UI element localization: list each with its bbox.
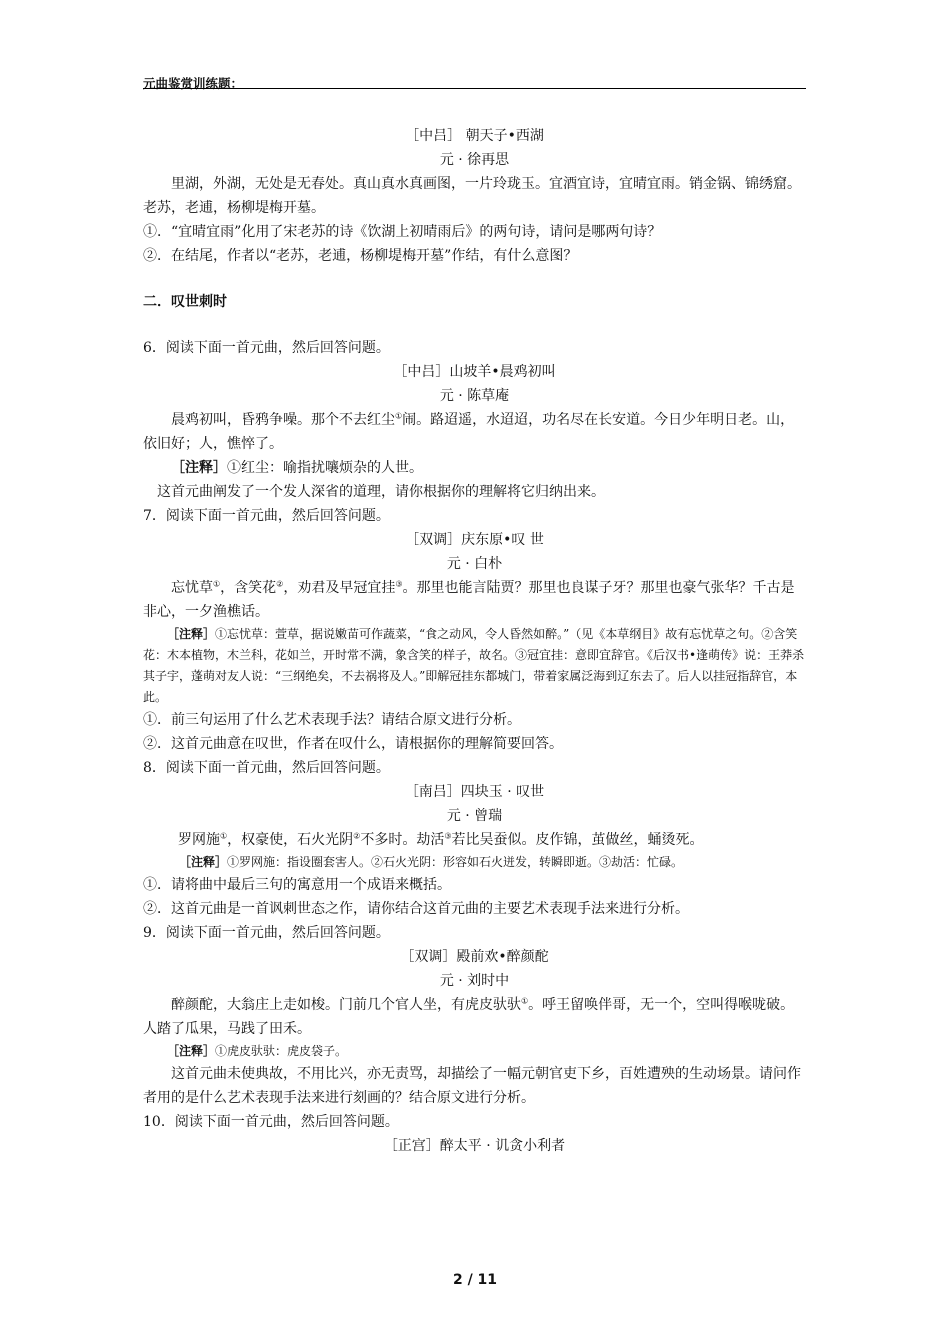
footnote-marker: ② — [276, 579, 284, 589]
footnote-marker: ① — [220, 831, 228, 841]
question-intro: 8．阅读下面一首元曲，然后回答问题。 — [143, 760, 390, 776]
annotation — [143, 852, 806, 873]
poem-text — [143, 576, 806, 624]
footnote-marker: ② — [353, 831, 361, 841]
question-intro: 7．阅读下面一首元曲，然后回答问题。 — [143, 508, 390, 524]
question-item: ②．这首元曲意在叹世，作者在叹什么，请根据你的理解简要回答。 — [143, 736, 563, 752]
question-item: 这首元曲阐发了一个发人深省的道理，请你根据你的理解将它归纳出来。 — [157, 484, 605, 500]
question-item: ①．前三句运用了什么艺术表现手法？请结合原文进行分析。 — [143, 712, 521, 728]
poem-text-part: 晨鸡初叫，昏鸦争噪。那个不去红尘 — [171, 412, 395, 428]
poem-title: ［正宫］醉太平 · 讥贪小利者 — [383, 1138, 566, 1154]
annotation-label: ［注释］ — [179, 855, 228, 869]
annotation-text: ①忘忧草：萱草，据说嫩苗可作蔬菜，“食之动风，令人昏然如醉。”（见《本草纲目》故有忘忧草之句。②含笑花：木本植物，木兰科，花如兰，开时常不满，象含笑的样子，故名。③冠宜挂：意即宜辞官。《后汉书•逢萌传》说：王莽杀其子宇，蓬萌对友人说：“三纲绝矣，不去祸将及人。”即解冠挂东都城门，带着家属泛海到辽东去了。后人以挂冠指辞官，本此。 — [143, 627, 805, 704]
poem-text-part: 忘忧草 — [171, 580, 213, 596]
poem-text-part: 若比吴蚕似。皮作锦，茧做丝，蛹烫死。 — [451, 832, 704, 848]
annotation — [143, 1041, 806, 1062]
question-item: 这首元曲未使典故，不用比兴，亦无责骂，却描绘了一幅元朝官吏下乡，百姓遭殃的生动场景。请问作者用的是什么艺术表现手法来进行刻画的？结合原文进行分析。 — [143, 1066, 801, 1106]
annotation-label: ［注释］ — [171, 460, 227, 476]
page-content — [143, 124, 806, 1158]
poem-text — [143, 993, 806, 1041]
question-item: ②．在结尾，作者以“老苏，老逋，杨柳堤梅开墓”作结，有什么意图？ — [143, 248, 578, 264]
poem-author: 元 · 白朴 — [446, 556, 503, 572]
page-header-title: 元曲鉴赏训练题： — [143, 76, 244, 91]
annotation-text: ①虎皮驮驮：虎皮袋子。 — [215, 1044, 348, 1058]
annotation-text: ①红尘：喻指扰嚷烦杂的人世。 — [227, 460, 423, 476]
annotation — [143, 624, 806, 708]
section-heading: 二．叹世刺时 — [143, 294, 227, 310]
footnote-marker: ③ — [395, 579, 403, 589]
poem-title: ［南吕］四块玉 · 叹世 — [404, 784, 545, 800]
poem-author: 元 · 曾瑞 — [446, 808, 503, 824]
poem-text-part: 。那里也能言陆贾？那里也良谋子牙？那里也豪气张华？千古是非心，一夕渔樵话。 — [143, 580, 795, 620]
poem-text: 里湖，外湖，无处是无春处。真山真水真画图，一片玲珑玉。宜酒宜诗，宜晴宜雨。销金锅、锦绣窟。老苏，老逋，杨柳堤梅开墓。 — [143, 176, 801, 216]
footnote-marker: ① — [521, 996, 529, 1006]
annotation — [143, 456, 806, 480]
poem-text — [143, 828, 806, 852]
poem-text-part: 不多时。劫活 — [360, 832, 445, 848]
poem-text-part: 。呼王留唤伴哥，无一个，空叫得喉咙破。人踏了瓜果，马践了田禾。 — [143, 997, 795, 1037]
poem-text-part: 醉颜酡，大翁庄上走如梭。门前几个官人坐，有虎皮驮驮 — [171, 997, 521, 1013]
question-intro: 6．阅读下面一首元曲，然后回答问题。 — [143, 340, 390, 356]
spacer — [143, 314, 806, 336]
poem-text-part: 闹。路迢遥，水迢迢，功名尽在长安道。今日少年明日老。山，依旧好；人，憔悴了。 — [143, 412, 795, 452]
poem-author: 元 · 刘时中 — [439, 973, 510, 989]
footnote-marker: ③ — [444, 831, 452, 841]
question-item: ①．“宜晴宜雨”化用了宋老苏的诗《饮湖上初晴雨后》的两句诗，请问是哪两句诗？ — [143, 224, 662, 240]
footnote-marker: ① — [213, 579, 221, 589]
poem-title: ［中吕］ 朝天子•西湖 — [405, 128, 544, 144]
poem-text — [143, 408, 806, 456]
question-item: ①．请将曲中最后三句的寓意用一个成语来概括。 — [143, 877, 451, 893]
poem-title: ［中吕］山坡羊•晨鸡初叫 — [393, 364, 556, 380]
poem-title: ［双调］庆东原•叹 世 — [405, 532, 544, 548]
poem-text-part: ，权豪使，石火光阴 — [227, 832, 354, 848]
poem-text-part: ，含笑花 — [220, 580, 277, 596]
header-rule — [143, 88, 806, 89]
poem-text-part: ，劝君及早冠宜挂 — [283, 580, 396, 596]
annotation-label: ［注释］ — [167, 627, 216, 641]
annotation-text: ①罗网施：指设圈套害人。②石火光阴：形容如石火迸发，转瞬即逝。③劫活：忙碌。 — [227, 855, 684, 869]
annotation-label: ［注释］ — [167, 1044, 216, 1058]
poem-title: ［双调］殿前欢•醉颜酡 — [400, 949, 549, 965]
poem-author: 元 · 徐再思 — [439, 152, 510, 168]
page-number: 2 / 11 — [452, 1272, 498, 1288]
question-intro: 10．阅读下面一首元曲，然后回答问题。 — [143, 1114, 399, 1130]
footnote-marker: ① — [395, 411, 403, 421]
question-item: ②．这首元曲是一首讽刺世态之作，请你结合这首元曲的主要艺术表现手法来进行分析。 — [143, 901, 689, 917]
poem-author: 元 · 陈草庵 — [439, 388, 510, 404]
question-intro: 9．阅读下面一首元曲，然后回答问题。 — [143, 925, 390, 941]
poem-text-part: 罗网施 — [178, 832, 220, 848]
